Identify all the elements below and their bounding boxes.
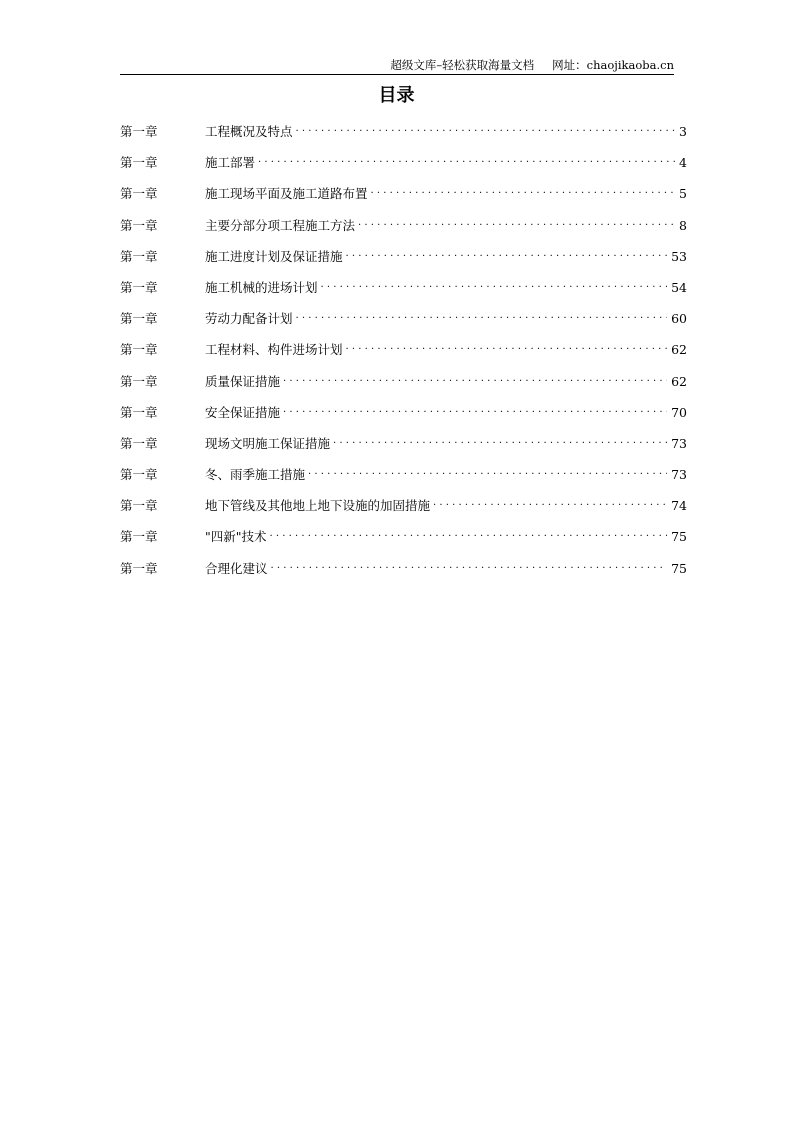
toc-entry-body: [205, 371, 687, 393]
toc-entry-page-number: 53: [671, 248, 687, 264]
toc-entry[interactable]: [120, 495, 687, 526]
toc-entry-page-number: 8: [679, 217, 687, 233]
toc-entry-body: [205, 121, 687, 143]
toc-entry-title: 施工进度计划及保证措施: [205, 248, 343, 264]
toc-entry-page-number: 73: [671, 435, 687, 451]
toc-entry-chapter: 第一章: [120, 311, 158, 327]
toc-dot-leader: [283, 403, 667, 417]
toc-entry-title: 安全保证措施: [205, 404, 281, 420]
toc-dot-leader: [258, 153, 675, 167]
toc-dot-leader: [321, 278, 668, 292]
toc-entry-title: 质量保证措施: [205, 373, 281, 389]
toc-entry-body: [205, 215, 687, 237]
toc-entry[interactable]: [120, 183, 687, 214]
toc-entry-body: [205, 183, 687, 205]
toc-entry[interactable]: [120, 464, 687, 495]
toc-dot-leader: [333, 434, 667, 448]
toc-entry-body: [205, 402, 687, 424]
toc-entry-title: 工程材料、构件进场计划: [205, 342, 343, 358]
toc-dot-leader: [371, 184, 676, 198]
toc-entry-page-number: 5: [679, 186, 687, 202]
toc-entry-page-number: 54: [671, 279, 687, 295]
header-site-tagline: 超级文库–轻松获取海量文档: [390, 58, 535, 72]
toc-dot-leader: [271, 559, 668, 573]
toc-entry[interactable]: [120, 152, 687, 183]
toc-entry-page-number: 60: [671, 311, 687, 327]
toc-entry-chapter: 第一章: [120, 217, 158, 233]
toc-entry-page-number: 4: [679, 155, 687, 171]
toc-entry[interactable]: [120, 371, 687, 402]
toc-entry-title: 冬、雨季施工措施: [205, 467, 306, 483]
toc-entry-title: 施工现场平面及施工道路布置: [205, 186, 368, 202]
toc-entry-title: 现场文明施工保证措施: [205, 435, 331, 451]
toc-entry-page-number: 75: [671, 560, 687, 576]
toc-dot-leader: [433, 496, 667, 510]
toc-entry-chapter: 第一章: [120, 279, 158, 295]
toc-entry[interactable]: [120, 526, 687, 557]
toc-entry-page-number: 74: [671, 498, 687, 514]
toc-entry-body: [205, 339, 687, 361]
toc-entry[interactable]: [120, 277, 687, 308]
toc-entry[interactable]: [120, 215, 687, 246]
toc-entry-title: "四新"技术: [205, 529, 267, 545]
toc-entry-title: 工程概况及特点: [205, 124, 293, 139]
page-header: [120, 56, 674, 75]
toc-dot-leader: [346, 340, 668, 354]
toc-dot-leader: [296, 122, 676, 136]
toc-entry[interactable]: [120, 339, 687, 370]
toc-entry-chapter: 第一章: [120, 560, 158, 576]
toc-entry-title: 施工部署: [205, 155, 256, 171]
toc-dot-leader: [270, 527, 668, 541]
toc-entry-page-number: 62: [671, 342, 687, 358]
toc-entry[interactable]: [120, 121, 687, 152]
toc-entry-body: [205, 308, 687, 330]
toc-dot-leader: [358, 216, 675, 230]
toc-entry[interactable]: [120, 308, 687, 339]
toc-entry-body: [205, 495, 687, 517]
toc-entry-page-number: 70: [671, 404, 687, 420]
toc-entry-page-number: 73: [671, 467, 687, 483]
toc-entry-body: [205, 558, 687, 580]
toc-list: [120, 121, 687, 589]
toc-dot-leader: [283, 372, 667, 386]
toc-entry-body: [205, 152, 687, 174]
toc-title: 目录: [378, 85, 415, 106]
toc-entry-chapter: 第一章: [120, 373, 158, 389]
toc-entry-body: [205, 433, 687, 455]
toc-dot-leader: [296, 309, 668, 323]
toc-entry-chapter: 第一章: [120, 404, 158, 420]
toc-entry-chapter: 第一章: [120, 155, 158, 171]
toc-entry-title: 地下管线及其他地上地下设施的加固措施: [205, 498, 431, 514]
toc-entry[interactable]: [120, 433, 687, 464]
toc-entry-chapter: 第一章: [120, 498, 158, 514]
header-site-url: 网址：chaojikaoba.cn: [552, 58, 674, 72]
toc-entry-body: [205, 464, 687, 486]
toc-entry-title: 主要分部分项工程施工方法: [205, 217, 356, 233]
toc-entry-page-number: 62: [671, 373, 687, 389]
toc-entry-page-number: 3: [679, 124, 687, 139]
toc-entry-body: [205, 526, 687, 548]
toc-entry-title: 合理化建议: [205, 560, 268, 576]
toc-entry-chapter: 第一章: [120, 124, 158, 139]
toc-entry-chapter: 第一章: [120, 467, 158, 483]
toc-entry[interactable]: [120, 558, 687, 589]
toc-entry-title: 施工机械的进场计划: [205, 279, 318, 295]
toc-dot-leader: [346, 247, 668, 261]
toc-entry[interactable]: [120, 402, 687, 433]
toc-entry-chapter: 第一章: [120, 248, 158, 264]
toc-entry-page-number: 75: [671, 529, 687, 545]
toc-entry-chapter: 第一章: [120, 342, 158, 358]
toc-entry-body: [205, 277, 687, 299]
toc-entry[interactable]: [120, 246, 687, 277]
toc-entry-chapter: 第一章: [120, 435, 158, 451]
toc-entry-body: [205, 246, 687, 268]
toc-entry-chapter: 第一章: [120, 529, 158, 545]
toc-entry-title: 劳动力配备计划: [205, 311, 293, 327]
toc-entry-chapter: 第一章: [120, 186, 158, 202]
toc-dot-leader: [308, 465, 667, 479]
